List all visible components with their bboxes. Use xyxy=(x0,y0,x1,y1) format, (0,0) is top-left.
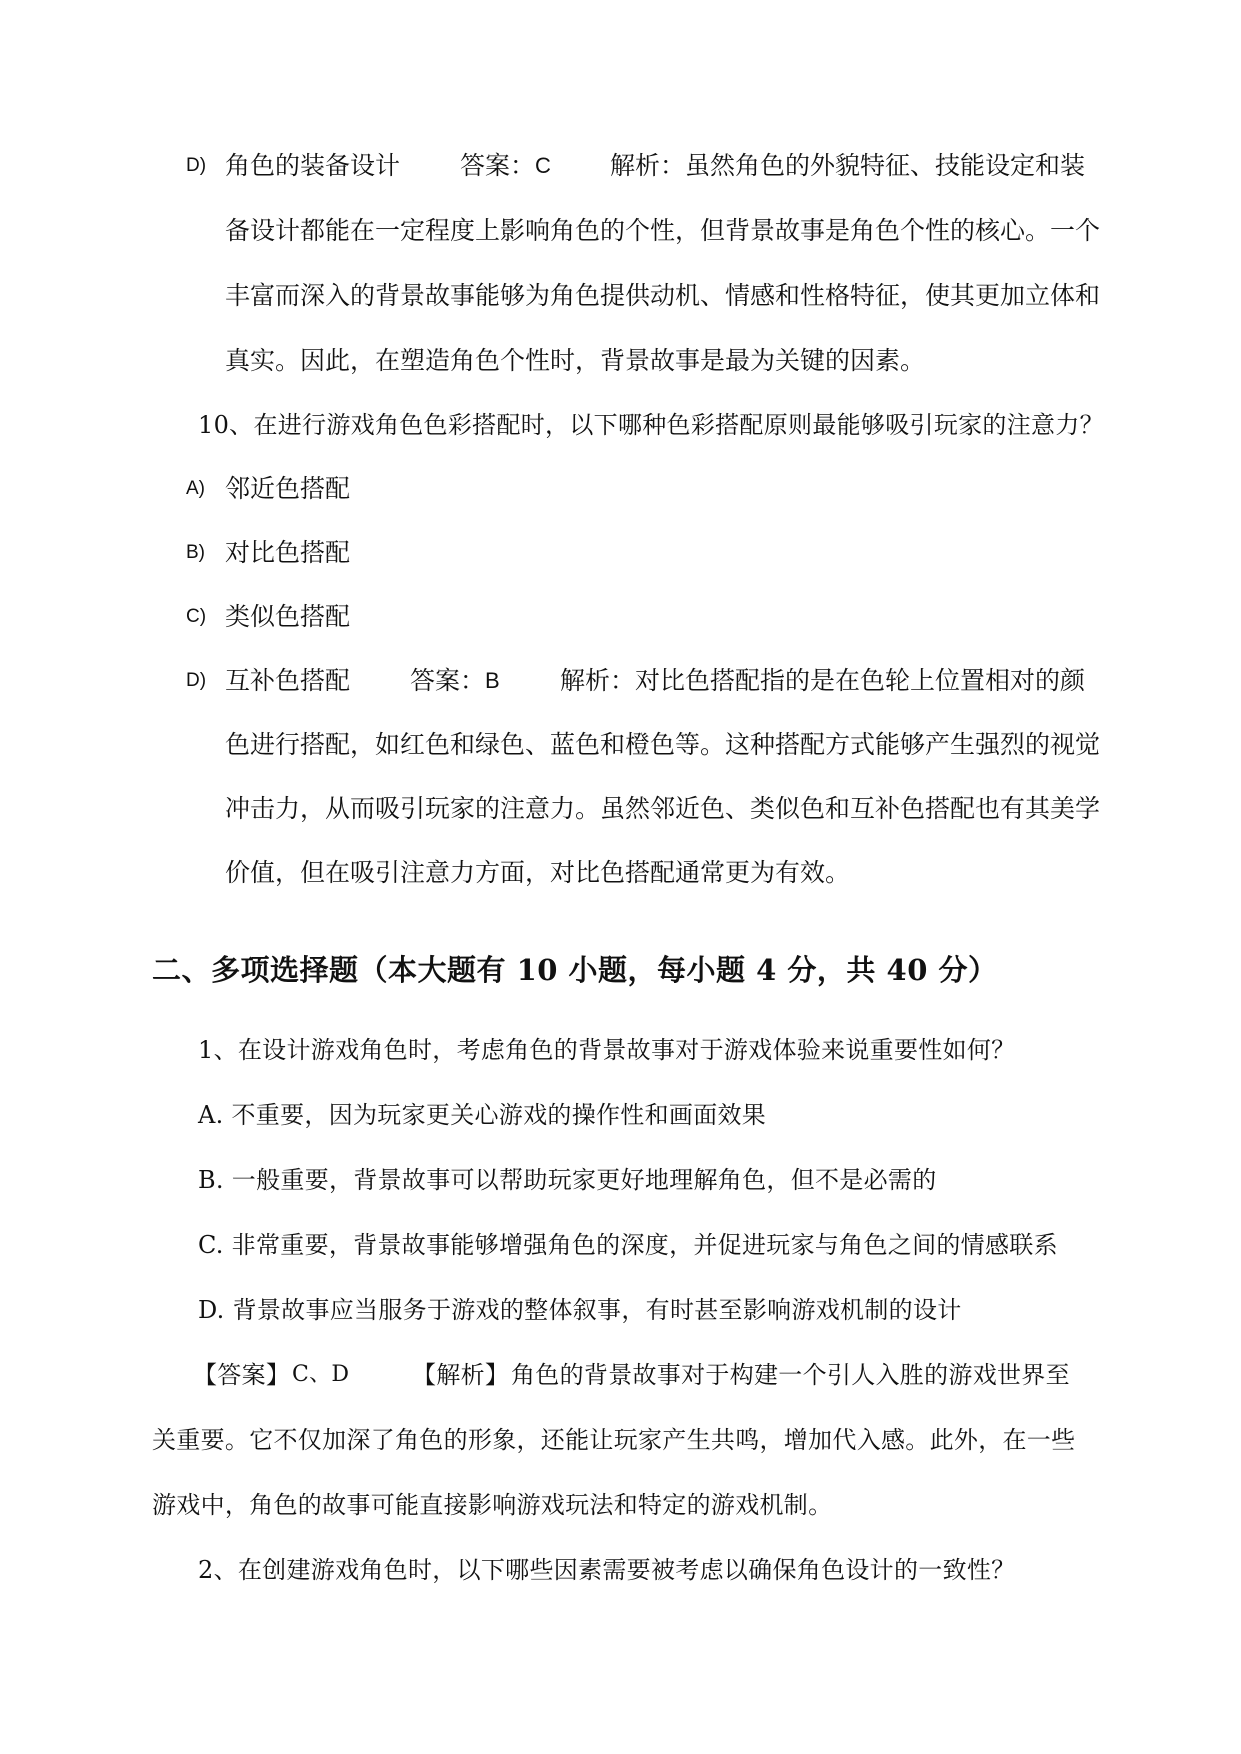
option-text: 互补色搭配 xyxy=(225,666,351,695)
option-text: 邻近色搭配 xyxy=(225,474,351,503)
question-stem: 2、在创建游戏角色时，以下哪些因素需要被考虑以确保角色设计的一致性？ xyxy=(198,1556,1016,1584)
option-c: C. 非常重要，背景故事能够增强角色的深度，并促进玩家与角色之间的情感联系 xyxy=(198,1231,1058,1259)
answer-label: 答案： xyxy=(460,151,536,180)
option-letter: D) xyxy=(186,155,207,176)
option-b: B. 一般重要，背景故事可以帮助玩家更好地理解角色，但不是必需的 xyxy=(198,1166,937,1194)
option-a: A. 不重要，因为玩家更关心游戏的操作性和画面效果 xyxy=(198,1101,767,1129)
question-stem: 10、在进行游戏角色色彩搭配时，以下哪种色彩搭配原则最能够吸引玩家的注意力？ xyxy=(198,411,1104,439)
section-heading: 二、多项选择题（本大题有 10 小题，每小题 4 分，共 40 分） xyxy=(152,953,998,987)
answer-value: C、D xyxy=(292,1362,350,1387)
analysis-label: 解析： xyxy=(610,151,686,180)
analysis-line: 关重要。它不仅加深了角色的形象，还能让玩家产生共鸣，增加代入感。此外，在一些 xyxy=(152,1426,1076,1454)
option-letter: C) xyxy=(186,606,207,627)
analysis-line: 角色的背景故事对于构建一个引人入胜的游戏世界至 xyxy=(511,1361,1070,1389)
analysis-line: 冲击力，从而吸引玩家的注意力。虽然邻近色、类似色和互补色搭配也有其美学 xyxy=(225,794,1101,823)
answer-label: 【答案】 xyxy=(193,1361,291,1389)
answer-value: B xyxy=(485,668,500,693)
analysis-line: 对比色搭配指的是在色轮上位置相对的颜 xyxy=(635,666,1086,695)
option-text: 角色的装备设计 xyxy=(225,151,401,180)
analysis-line: 色进行搭配，如红色和绿色、蓝色和橙色等。这种搭配方式能够产生强烈的视觉 xyxy=(225,730,1101,759)
analysis-label: 解析： xyxy=(560,666,636,695)
option-text: 类似色搭配 xyxy=(225,602,351,631)
option-text: 对比色搭配 xyxy=(225,538,351,567)
analysis-label: 【解析】 xyxy=(412,1361,510,1389)
analysis-line: 真实。因此，在塑造角色个性时，背景故事是最为关键的因素。 xyxy=(225,346,926,375)
analysis-line: 虽然角色的外貌特征、技能设定和装 xyxy=(685,151,1086,180)
analysis-line: 丰富而深入的背景故事能够为角色提供动机、情感和性格特征，使其更加立体和 xyxy=(225,281,1101,310)
answer-label: 答案： xyxy=(410,666,486,695)
analysis-line: 备设计都能在一定程度上影响角色的个性，但背景故事是角色个性的核心。一个 xyxy=(225,216,1101,245)
analysis-line: 游戏中，角色的故事可能直接影响游戏玩法和特定的游戏机制。 xyxy=(152,1491,833,1519)
option-letter: B) xyxy=(186,542,205,563)
question-stem: 1、在设计游戏角色时，考虑角色的背景故事对于游戏体验来说重要性如何？ xyxy=(198,1036,1016,1064)
option-d: D. 背景故事应当服务于游戏的整体叙事，有时甚至影响游戏机制的设计 xyxy=(198,1296,962,1324)
option-letter: D) xyxy=(186,670,207,691)
option-letter: A) xyxy=(186,478,205,499)
analysis-line: 价值，但在吸引注意力方面，对比色搭配通常更为有效。 xyxy=(225,858,851,887)
answer-value: C xyxy=(535,153,551,178)
